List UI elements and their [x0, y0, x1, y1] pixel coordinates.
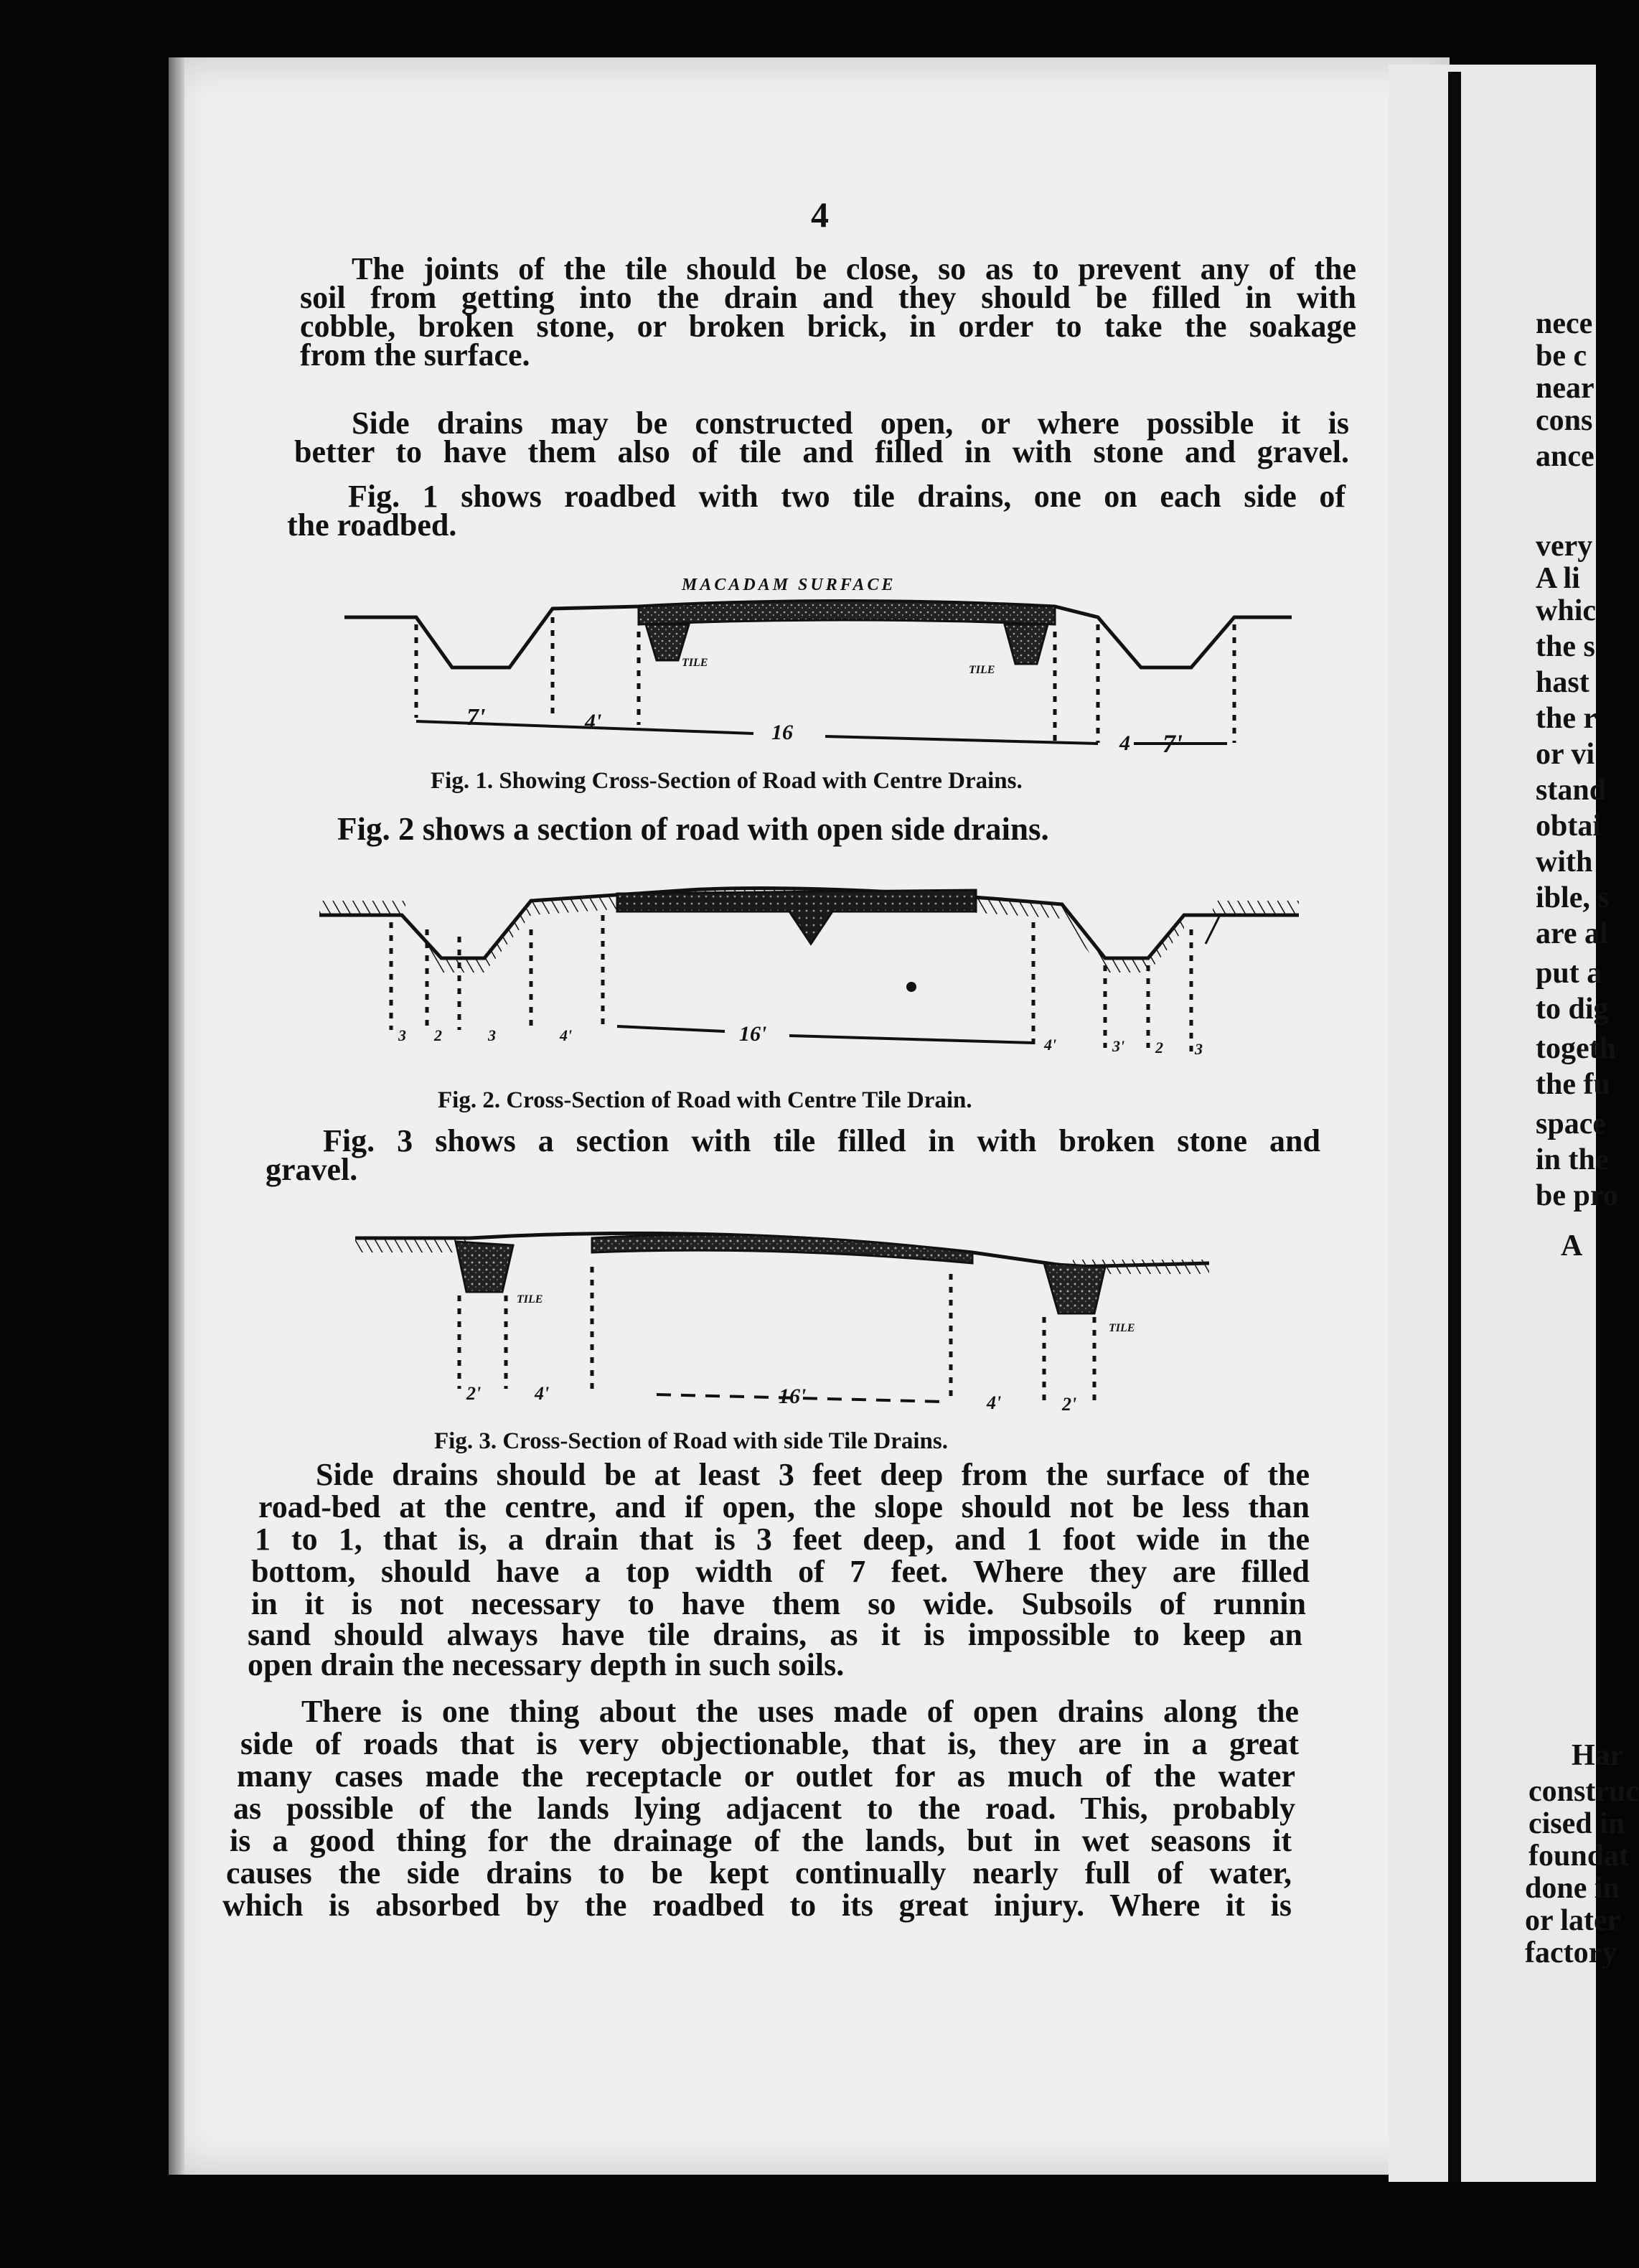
p4-line-3: 1 to 1, that is, a drain that is 3 feet deep, and 1 foot wide in the	[255, 1522, 1310, 1557]
fig2-intro: Fig. 2 shows a section of road with open side drains.	[337, 811, 1049, 847]
p3-line-1: Fig. 1 shows roadbed with two tile drains, one on each side of	[348, 479, 1346, 514]
p1-line-4: from the surface.	[300, 337, 530, 372]
right-fragment: obtai	[1536, 810, 1602, 843]
right-fragment: put a	[1536, 957, 1602, 990]
fig1-dim-3: 16	[771, 721, 793, 744]
right-fragment: space	[1536, 1107, 1606, 1140]
right-fragment: or vi	[1536, 738, 1595, 771]
right-fragment: stand	[1536, 774, 1607, 807]
right-fragment: nece	[1536, 307, 1593, 340]
fig3-tile-right-label: TILE	[1109, 1322, 1135, 1334]
fig3-dim-5: 2'	[1062, 1394, 1077, 1415]
right-fragment: Har	[1572, 1739, 1624, 1772]
figure-1-diagram	[337, 574, 1299, 782]
right-fragment: done in	[1525, 1872, 1620, 1905]
p5-line-7: which is absorbed by the roadbed to its great injury. Where it is	[222, 1888, 1292, 1923]
p5-line-5: is a good thing for the drainage of the lands, but in wet seasons it	[230, 1823, 1292, 1858]
p1-line-2: soil from getting into the drain and they should be filled in with	[300, 280, 1356, 315]
right-fragment: ible, s	[1536, 881, 1610, 914]
fig1-dim-5: 7'	[1163, 729, 1183, 758]
figure-3-diagram	[355, 1224, 1216, 1425]
fig3-intro-line-1: Fig. 3 shows a section with tile filled in with broken stone and	[323, 1123, 1320, 1158]
p1-line-3: cobble, broken stone, or broken brick, in order to take the soakage	[300, 309, 1356, 344]
p2-line-2: better to have them also of tile and filled in with stone and gravel.	[294, 434, 1349, 469]
p4-line-1: Side drains should be at least 3 feet deep from the surface of the	[316, 1457, 1310, 1492]
right-fragment: or later	[1525, 1904, 1621, 1937]
fig2-dim-2: 2	[434, 1026, 442, 1044]
page-number: 4	[811, 195, 829, 235]
p5-line-1: There is one thing about the uses made of open drains along the	[301, 1694, 1299, 1729]
right-fragment: near	[1536, 372, 1595, 405]
right-fragment: togeth	[1536, 1032, 1616, 1065]
p3-line-2: the roadbed.	[287, 507, 457, 543]
right-fragment: be c	[1536, 339, 1587, 372]
right-fragment: the fu	[1536, 1068, 1610, 1101]
p4-line-7: open drain the necessary depth in such soils.	[248, 1647, 845, 1682]
p2-line-1: Side drains may be constructed open, or where possible it is	[352, 406, 1349, 441]
right-fragment: very	[1536, 530, 1593, 563]
p4-line-4: bottom, should have a top width of 7 feet. Where they are filled	[251, 1554, 1310, 1589]
right-fragment: A li	[1536, 562, 1580, 595]
fig1-dim-2: 4'	[585, 710, 602, 734]
figure-2-diagram	[316, 872, 1306, 1080]
fig2-dim-9: 3	[1195, 1040, 1203, 1058]
p1-line-1: The joints of the tile should be close, so as to prevent any of the	[352, 251, 1356, 286]
right-fragment: A	[1561, 1229, 1583, 1262]
p4-line-5: in it is not necessary to have them so wide. Subsoils of runnin	[251, 1586, 1306, 1621]
fig3-dim-4: 4'	[987, 1392, 1002, 1413]
right-fragment: cised in	[1528, 1807, 1625, 1840]
fig2-dim-7: 3'	[1112, 1037, 1125, 1055]
right-fragment: hast	[1536, 666, 1589, 699]
right-fragment: in the	[1536, 1143, 1609, 1176]
fig2-dim-3: 3	[488, 1026, 496, 1044]
fig3-intro-line-2: gravel.	[266, 1152, 358, 1187]
fig1-tile-left-label: TILE	[682, 657, 708, 669]
right-fragment: are al	[1536, 917, 1608, 950]
fig2-dim-1: 3	[398, 1026, 406, 1044]
fig3-dim-2: 4'	[535, 1383, 550, 1404]
p4-line-6: sand should always have tile drains, as it is impossible to keep an	[248, 1617, 1302, 1652]
fig2-dim-8: 2	[1155, 1039, 1163, 1056]
p4-line-2: road-bed at the centre, and if open, the slope should not be less than	[258, 1489, 1310, 1524]
fig1-surface-label: MACADAM SURFACE	[682, 576, 896, 594]
right-fragment: whic	[1536, 594, 1596, 627]
fig2-dim-5: 16'	[739, 1022, 767, 1046]
fig2-dim-6: 4'	[1044, 1036, 1057, 1054]
right-fragment: cons	[1536, 404, 1593, 437]
fig1-tile-right-label: TILE	[969, 664, 995, 676]
fig3-tile-left-label: TILE	[517, 1293, 543, 1306]
right-fragment: the s	[1536, 630, 1595, 663]
fig3-dim-1: 2'	[466, 1383, 482, 1404]
right-fragment: the r	[1536, 702, 1597, 735]
right-fragment: factory	[1525, 1936, 1617, 1969]
p5-line-4: as possible of the lands lying adjacent to the road. This, probably	[233, 1791, 1295, 1826]
fig2-caption: Fig. 2. Cross-Section of Road with Centre Tile Drain.	[438, 1087, 972, 1113]
p5-line-2: side of roads that is very objectionable, that is, they are in a great	[240, 1726, 1299, 1761]
page-gutter	[1448, 72, 1461, 2182]
right-fragment: ance	[1536, 440, 1595, 473]
fig1-dim-4: 4	[1119, 731, 1130, 755]
fig3-caption: Fig. 3. Cross-Section of Road with side Tile Drains.	[434, 1428, 948, 1454]
fig2-dim-4: 4'	[560, 1026, 573, 1044]
right-fragment: to dig	[1536, 993, 1609, 1026]
fig3-dim-3: 16'	[779, 1384, 807, 1408]
p5-line-3: many cases made the receptacle or outlet for as much of the water	[237, 1758, 1295, 1794]
p5-line-6: causes the side drains to be kept continually nearly full of water,	[226, 1855, 1292, 1890]
right-fragment: construc	[1528, 1775, 1639, 1808]
fig1-caption: Fig. 1. Showing Cross-Section of Road with Centre Drains.	[431, 768, 1023, 794]
right-fragment: be pro	[1536, 1179, 1618, 1212]
right-fragment: foundat	[1528, 1840, 1630, 1873]
right-fragment: with	[1536, 845, 1593, 878]
fig1-dim-1: 7'	[466, 704, 486, 731]
